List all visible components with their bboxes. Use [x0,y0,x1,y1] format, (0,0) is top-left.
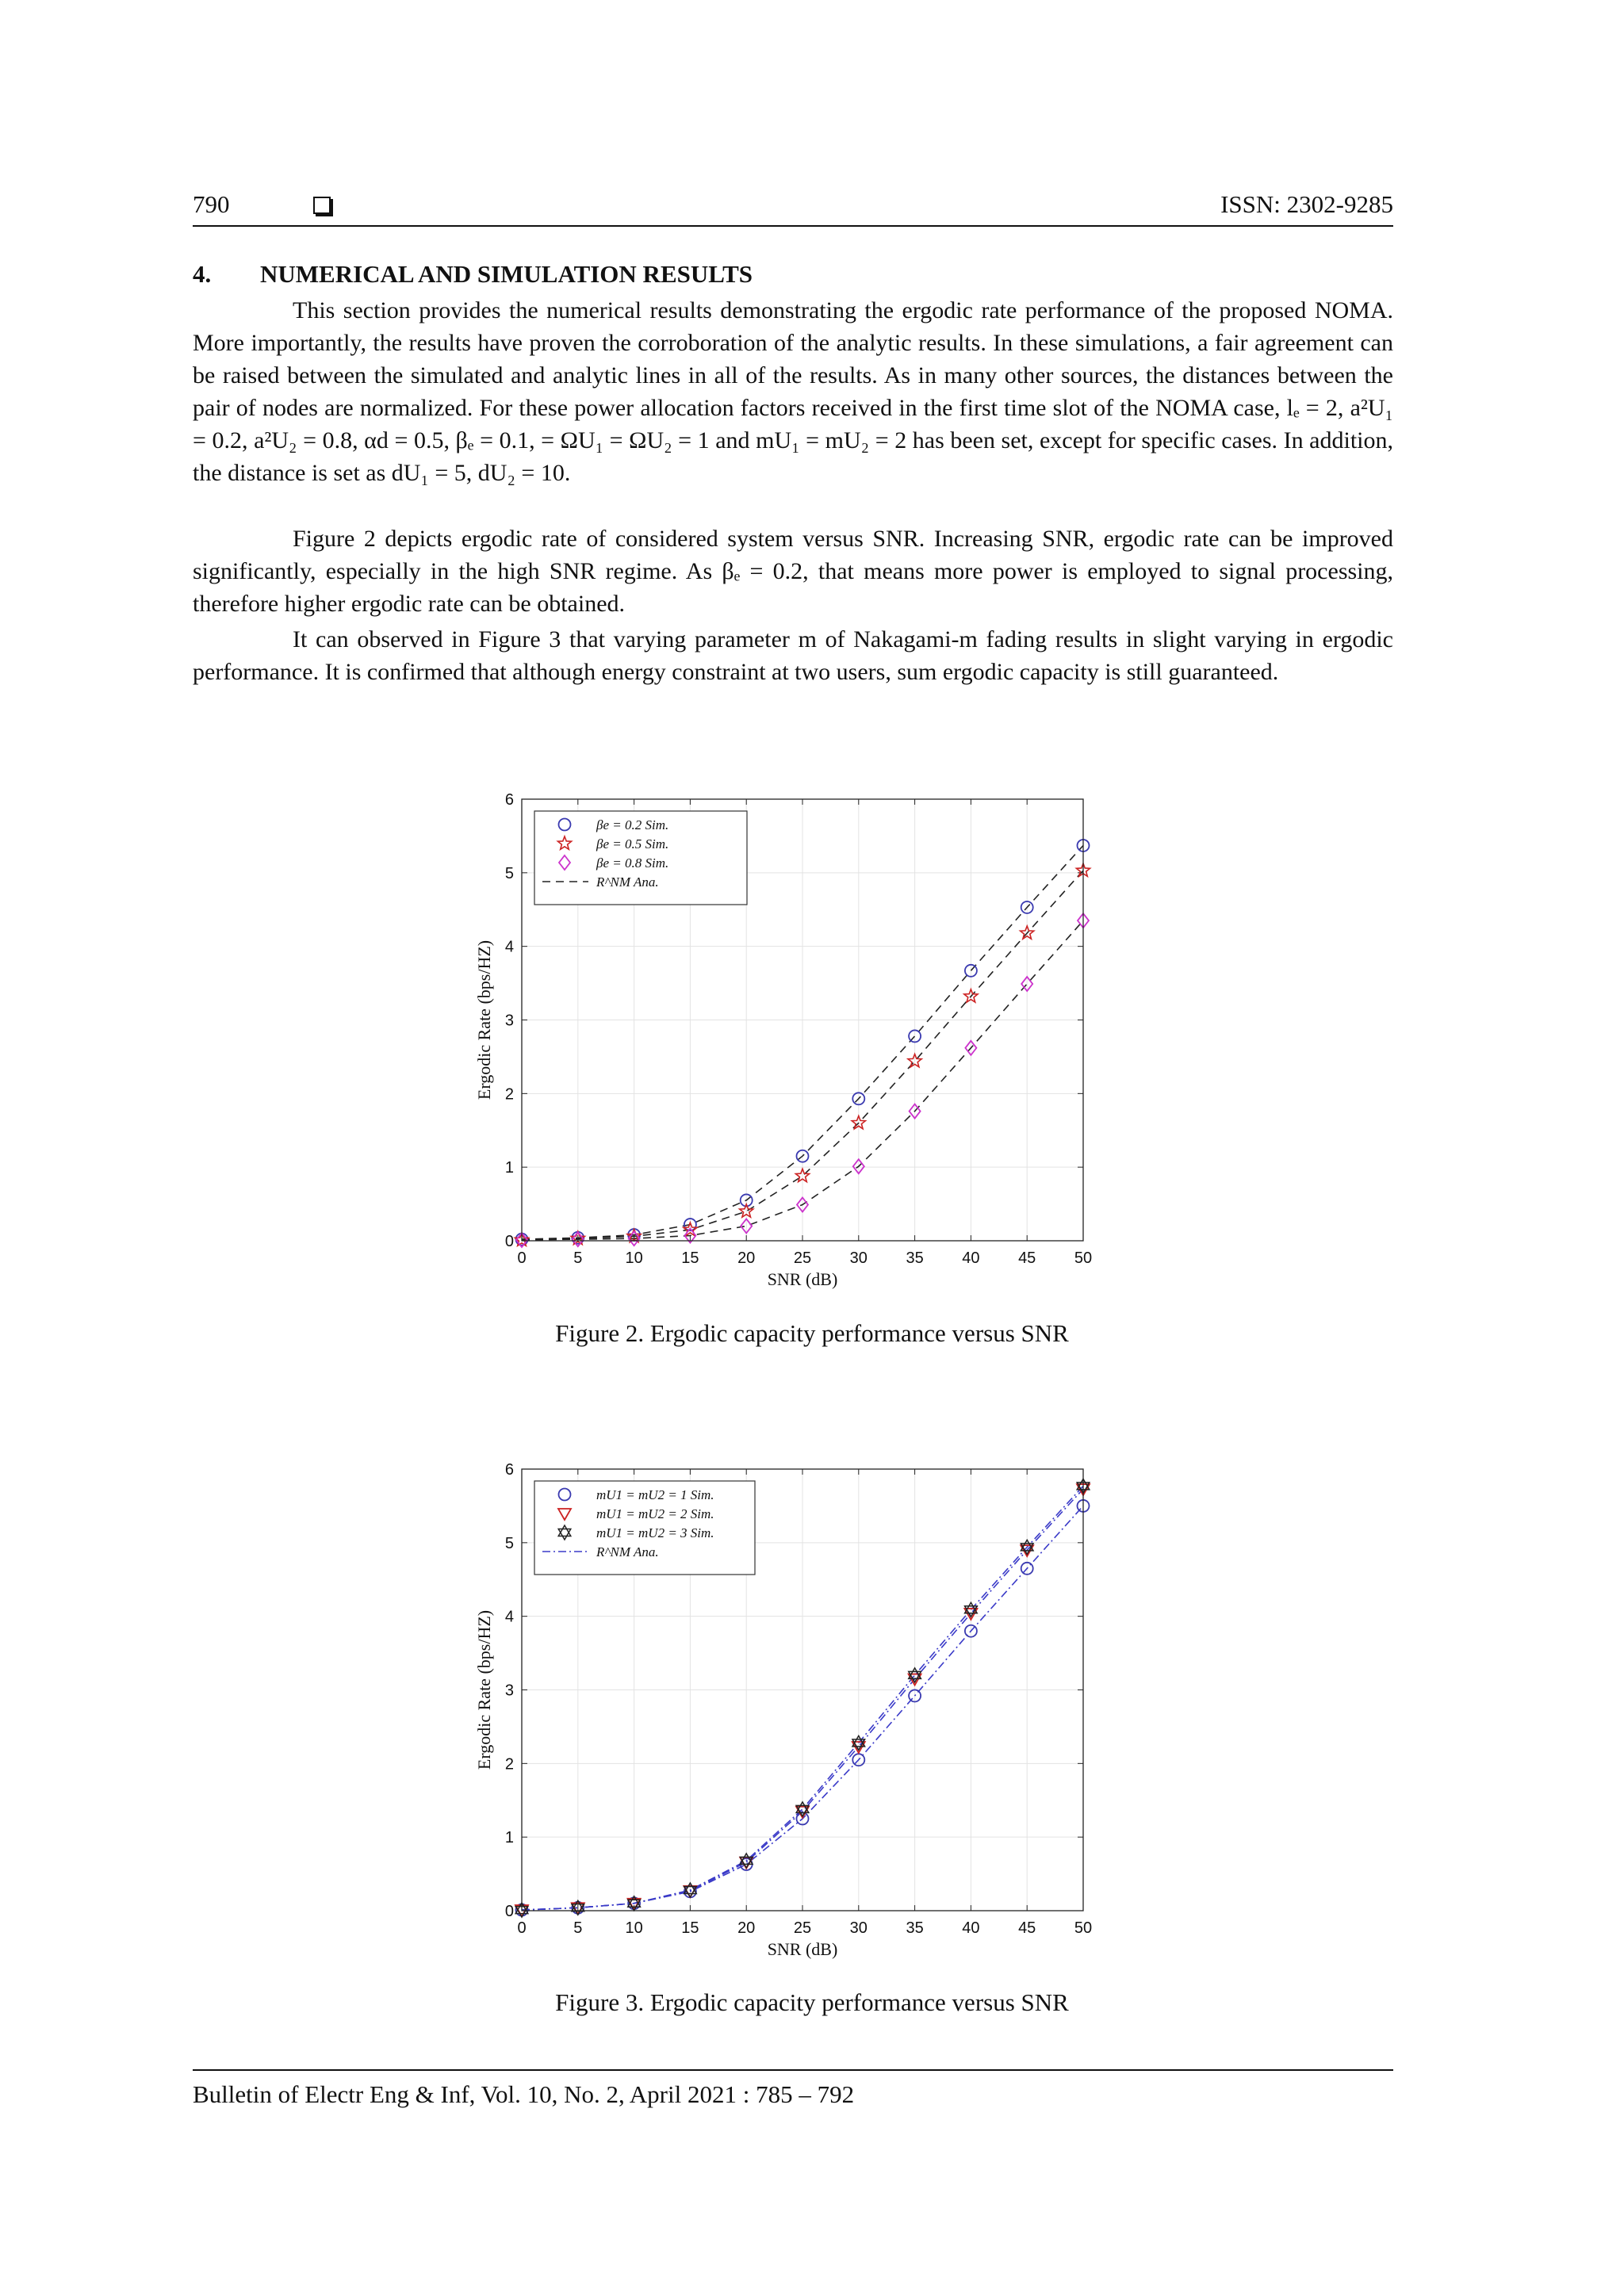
paragraph-1-text: This section provides the numerical results demonstrating the ergodic rate performance of the proposed NOMA. More importantly, the results have proven the corroboration of the analytic results. In these simulations, a fair agreement can be raised between the simulated and analytic lines in all of the results. As in many other sources, the distances between the pair of nodes are normalized. For these power allocation factors received in the first time slot of the NOMA case, lₑ = 2, a²U₁ = 0.2, a²U₂ = 0.8, αd = 0.5, βₑ = 0.1, = ΩU₁ = ΩU₂ = 1 and mU₁ = mU₂ = 2 has been set, except for specific cases. In addition, the distance is set as dU₁ = 5, dU₂ = 10. [193,297,1393,486]
y-tick-label: 0 [504,1903,514,1920]
x-tick-label: 0 [517,1249,527,1267]
x-tick-label: 50 [1074,1249,1093,1267]
y-tick-label: 2 [504,1085,514,1104]
y-tick-label: 5 [504,1534,514,1552]
x-tick-label: 15 [681,1919,699,1937]
chart-3 [474,1461,1092,1959]
section-number: 4. [193,260,212,288]
x-tick-label: 45 [1018,1919,1036,1937]
legend-label: βe = 0.5 Sim. [596,836,669,851]
x-tick-label: 45 [1018,1249,1036,1267]
x-tick-label: 0 [517,1919,527,1937]
paragraph-3-text: It can observed in Figure 3 that varying parameter m of Nakagami-m fading results in slight varying in ergodic performance. It is confirmed that although energy constraint at two users, sum ergodic capacity is still guaranteed. [193,626,1393,685]
y-tick-label: 3 [504,1012,514,1030]
page-number: 790 [193,190,230,218]
y-tick-label: 5 [504,864,514,882]
legend-label: R^NM Ana. [596,874,659,890]
footer-rule [193,2069,1393,2071]
y-tick-label: 1 [504,1829,514,1847]
figure-2-caption: Figure 2. Ergodic capacity performance versus SNR [555,1319,1069,1347]
section-title: NUMERICAL AND SIMULATION RESULTS [260,260,753,288]
y-tick-label: 4 [504,938,514,956]
legend-label: βe = 0.2 Sim. [596,817,669,832]
legend [534,811,747,905]
x-tick-label: 30 [849,1919,868,1937]
legend [534,1481,755,1575]
x-tick-label: 50 [1074,1919,1093,1937]
x-tick-label: 35 [906,1249,924,1267]
paragraph-2-text: Figure 2 depicts ergodic rate of considered system versus SNR. Increasing SNR, ergodic rate can be improved significantly, especially in the high SNR regime. As βₑ = 0.2, that means more power is employed to signal processing, therefore higher ergodic rate can be obtained. [193,526,1393,617]
y-tick-label: 6 [504,1461,514,1479]
x-tick-label: 10 [625,1919,643,1937]
y-tick-label: 6 [504,791,514,809]
x-tick-label: 5 [573,1249,583,1267]
x-axis-label: SNR (dB) [767,1269,838,1289]
x-tick-label: 25 [793,1919,812,1937]
x-axis-label: SNR (dB) [767,1939,838,1959]
x-tick-label: 25 [793,1249,812,1267]
legend-label: R^NM Ana. [596,1544,659,1559]
y-axis-label: Ergodic Rate (bps/HZ) [474,1609,494,1770]
footer-citation: Bulletin of Electr Eng & Inf, Vol. 10, No. 2, April 2021 : 785 – 792 [193,2080,855,2108]
legend-label: βe = 0.8 Sim. [596,855,669,871]
y-axis-label: Ergodic Rate (bps/HZ) [474,939,494,1100]
issn: ISSN: 2302-9285 [1220,190,1393,218]
y-tick-label: 2 [504,1755,514,1774]
x-tick-label: 30 [849,1249,868,1267]
x-tick-label: 40 [962,1249,980,1267]
x-tick-label: 15 [681,1249,699,1267]
x-tick-label: 40 [962,1919,980,1937]
y-tick-label: 3 [504,1682,514,1700]
x-tick-label: 35 [906,1919,924,1937]
y-tick-label: 0 [504,1233,514,1250]
chart-2 [474,791,1092,1289]
legend-label: mU1 = mU2 = 3 Sim. [596,1525,714,1540]
x-tick-label: 10 [625,1249,643,1267]
y-tick-label: 4 [504,1608,514,1626]
figure-3-caption: Figure 3. Ergodic capacity performance versus SNR [555,1988,1069,2016]
x-tick-label: 20 [737,1919,756,1937]
legend-label: mU1 = mU2 = 2 Sim. [596,1506,714,1521]
y-tick-label: 1 [504,1159,514,1177]
x-tick-label: 20 [737,1249,756,1267]
legend-label: mU1 = mU2 = 1 Sim. [596,1487,714,1502]
x-tick-label: 5 [573,1919,583,1937]
